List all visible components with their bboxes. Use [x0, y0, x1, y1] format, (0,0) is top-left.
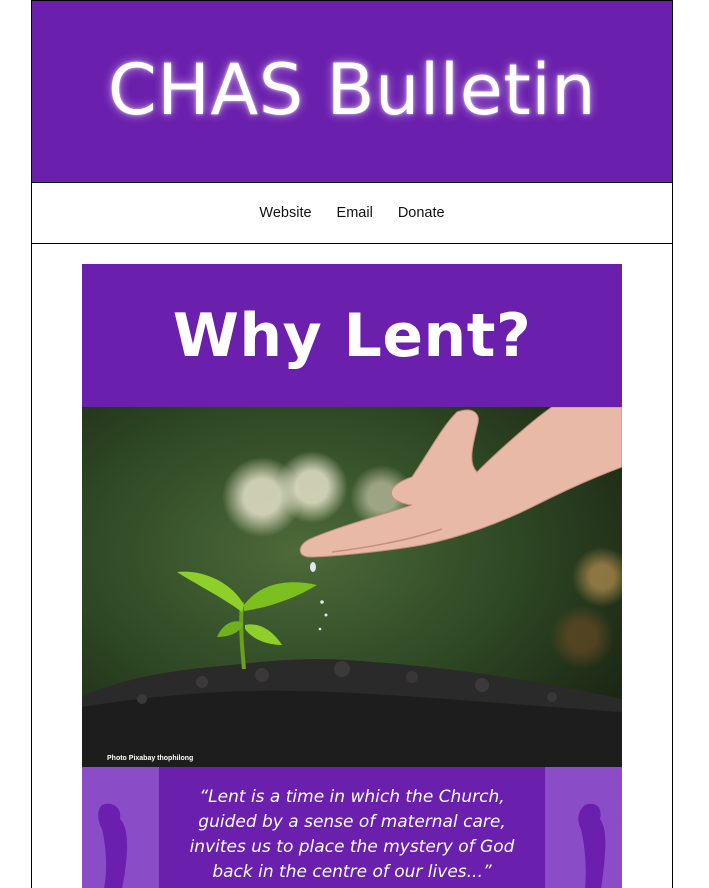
- masthead-banner: [32, 1, 672, 182]
- silhouette-figure-icon: [545, 767, 622, 888]
- newsletter-title: CHAS Bulletin: [107, 48, 597, 131]
- quote-band: [82, 767, 622, 888]
- seedling-leaf: [244, 582, 317, 611]
- quote-side-panel-right: [545, 767, 622, 888]
- water-drop: [320, 600, 324, 604]
- hand-shape: [300, 407, 622, 557]
- seedling-stem: [241, 602, 244, 669]
- nav-link-website[interactable]: Website: [259, 205, 312, 221]
- photo-illustration: [82, 407, 622, 767]
- water-drop: [319, 628, 322, 631]
- feature-photo: [82, 407, 622, 767]
- lent-quote: “Lent is a time in which the Church, guided by a sense of maternal care, invites us to place the mystery of God back in the centre of our lives...”: [189, 787, 515, 882]
- water-drop: [325, 614, 328, 617]
- nav-bar: [32, 182, 672, 244]
- quote-side-panel-left: [82, 767, 159, 888]
- feature-card: [82, 264, 622, 888]
- silhouette-figure-icon: [82, 767, 159, 888]
- newsletter-frame: [31, 0, 673, 888]
- photo-credit: Photo Pixabay thophilong: [107, 755, 194, 762]
- nav-link-email[interactable]: Email: [336, 205, 373, 221]
- seedling-leaf: [245, 624, 282, 645]
- seedling-leaf: [217, 621, 243, 637]
- feature-title-banner: [82, 264, 622, 407]
- seedling-leaf: [177, 572, 244, 612]
- nav-link-donate[interactable]: Donate: [397, 205, 445, 221]
- water-drop: [310, 562, 316, 572]
- feature-title: Why Lent?: [172, 300, 532, 371]
